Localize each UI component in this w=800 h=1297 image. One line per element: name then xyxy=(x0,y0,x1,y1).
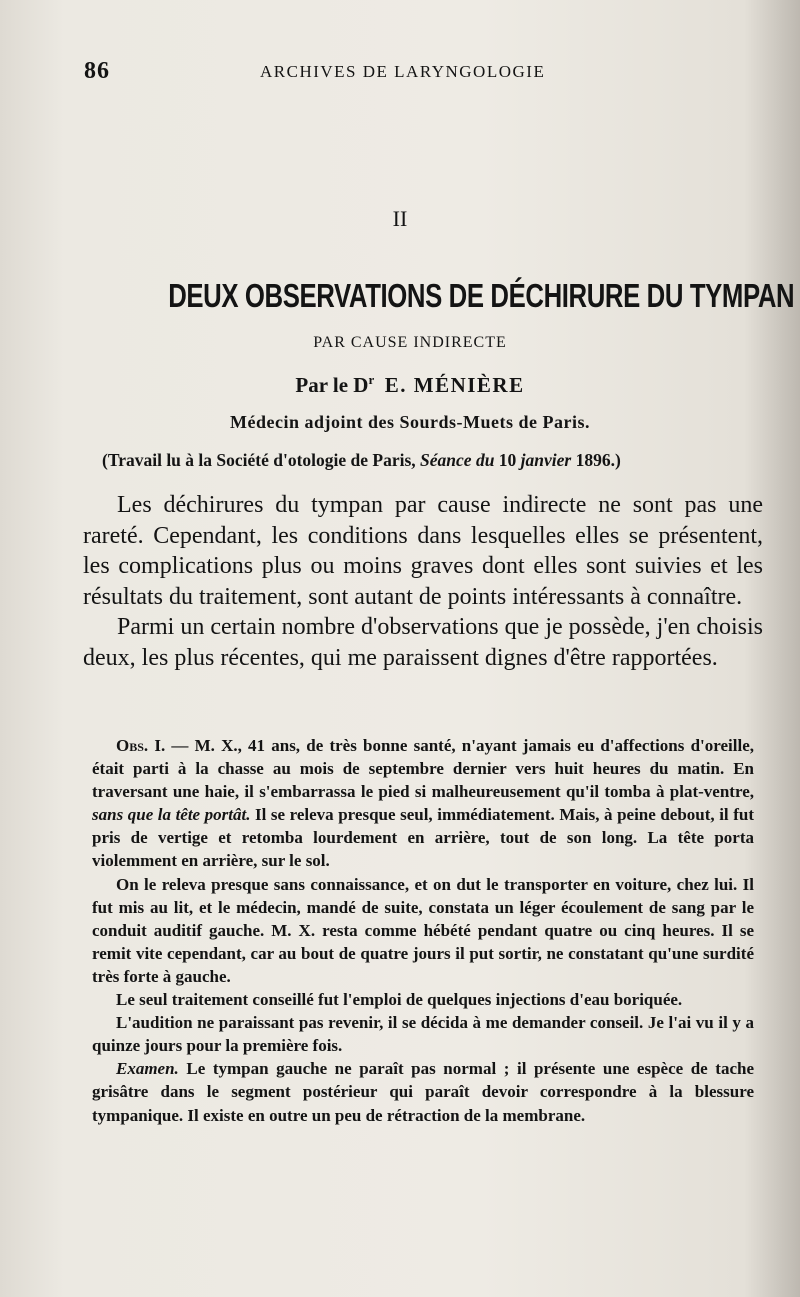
presentation-note-month: janvier xyxy=(520,450,572,470)
observation-paragraph: Le seul traitement conseillé fut l'emploi de quelques injections d'eau boriquée. xyxy=(116,990,683,1010)
presentation-note-year: 1896.) xyxy=(571,450,621,470)
observation-paragraph: On le releva presque sans connaissance, et on dut le transporter en voiture, chez lui. Il fut mis au lit, et le médecin, mandé de suite, constata un léger écoulement de sang par le conduit auditif gauche. M. X. resta comme hébété pendant quatre ou cinq heures. Il se remit vite cependant, car au bout de quatre jours il put sortir, ne constatant qu'une surdité très forte à gauche. xyxy=(92,874,754,986)
observation-text: Le tympan gauche ne paraît pas normal ; il présente une espèce de tache grisâtre dans le segment postérieur qui paraît devoir correspondre à la blessure tympanique. Il existe en outre un peu de rétraction de la membrane. xyxy=(92,1059,754,1125)
observation-label: Obs. I. xyxy=(116,736,166,755)
intro-paragraph: Parmi un certain nombre d'observations que je possède, j'en choisis deux, les plus récentes, qui me paraissent dignes d'être rapportées. xyxy=(83,614,763,671)
introduction xyxy=(83,490,763,673)
page-number: 86 xyxy=(84,58,110,84)
author-line xyxy=(100,372,720,398)
observation-paragraph xyxy=(92,1057,754,1126)
presentation-note-session: Séance du xyxy=(420,450,495,470)
observation-paragraph xyxy=(92,734,754,873)
exam-label: Examen. xyxy=(116,1059,179,1079)
observation-text: Il se releva presque seul, immédiatement. Mais, à peine debout, il fut pris de vertige et retomba lourdement en arrière, tout de son long. La tête porta violemment en arrière, sur le sol. xyxy=(92,805,754,871)
article-subtitle: PAR CAUSE INDIRECTE xyxy=(313,334,507,351)
page-header xyxy=(84,58,724,88)
observation-1 xyxy=(92,734,754,1127)
running-head: ARCHIVES DE LARYNGOLOGIE xyxy=(260,62,546,81)
presentation-note-day: 10 xyxy=(494,450,521,470)
article-title: DEUX OBSERVATIONS DE DÉCHIRURE DU TYMPAN xyxy=(168,277,795,314)
author-name: E. MÉNIÈRE xyxy=(384,373,525,397)
observation-italic: sans que la tête portât. xyxy=(92,805,251,825)
author-prefix: Par le D xyxy=(295,373,369,397)
author-title-superscript: r xyxy=(368,372,375,387)
observation-text: — M. X., 41 ans, de très bonne santé, n'ayant jamais eu d'affections d'oreille, était parti à la chasse au mois de septembre dernier vers huit heures du matin. En traversant une haie, il s'embarrassa le pied si malheureusement qu'il tomba à plat-ventre, xyxy=(92,736,754,802)
presentation-note-part1: (Travail lu à la Société d'otologie de Paris, xyxy=(102,450,421,470)
author-affiliation: Médecin adjoint des Sourds-Muets de Paris. xyxy=(230,412,590,432)
section-number: II xyxy=(392,206,408,231)
intro-paragraph: Les déchirures du tympan par cause indirecte ne sont pas une rareté. Cependant, les conditions dans lesquelles elles se présentent, les complications plus ou moins graves dont elles sont suivies et les résultats du traitement, sont autant de points intéressants à connaître. xyxy=(83,492,763,610)
presentation-note xyxy=(102,450,742,471)
observation-paragraph: L'audition ne paraissant pas revenir, il se décida à me demander conseil. Je l'ai vu il y a quinze jours pour la première fois. xyxy=(92,1013,754,1056)
